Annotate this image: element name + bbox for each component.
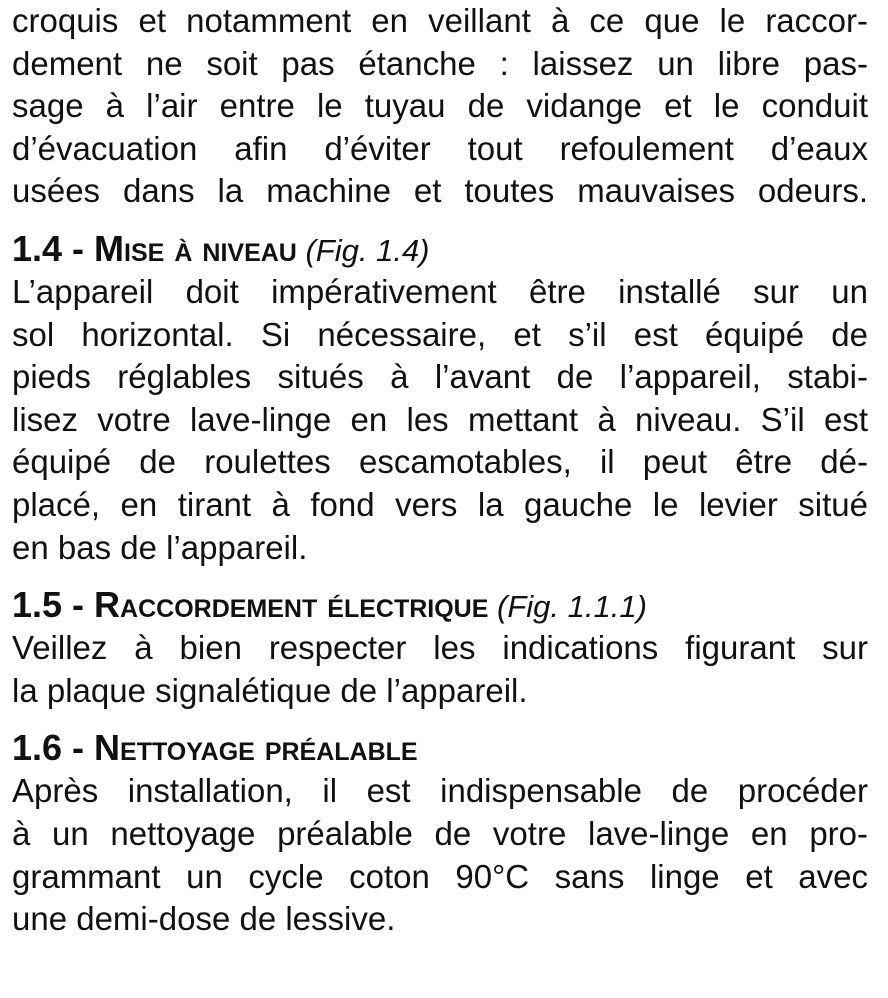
paragraph-line: en bas de l’appareil. <box>12 528 308 566</box>
intro-line: sage à l’air entre le tuyau de vidange et le conduit <box>12 87 868 125</box>
intro-paragraph <box>12 0 868 213</box>
section-heading <box>12 726 868 770</box>
figure-reference: (Fig. 1.4) <box>296 232 430 268</box>
section-heading <box>12 583 868 627</box>
paragraph-line: lisez votre lave-linge en les mettant à niveau. S’il est <box>12 400 868 438</box>
paragraph-line: pieds réglables situés à l’avant de l’appareil, stabi- <box>12 358 868 396</box>
paragraph-line: L’appareil doit impérativement être installé sur un <box>12 272 868 310</box>
paragraph-line: équipé de roulettes escamotables, il peut être dé- <box>12 443 868 481</box>
intro-line: usées dans la machine et toutes mauvaises odeurs. <box>12 172 868 210</box>
paragraph-line: une demi-dose de lessive. <box>12 900 396 938</box>
section-nettoyage-prealable <box>12 726 868 940</box>
section-number: 1.6 - <box>12 727 95 769</box>
document-page <box>12 0 868 941</box>
paragraph-line: la plaque signalétique de l’appareil. <box>12 671 528 709</box>
section-number: 1.5 - <box>12 584 95 626</box>
section-number: 1.4 - <box>12 227 95 269</box>
paragraph-line: Veillez à bien respecter les indications figurant sur <box>12 629 868 667</box>
paragraph-line: grammant un cycle coton 90°C sans linge et avec <box>12 857 868 895</box>
paragraph-line: sol horizontal. Si nécessaire, et s’il est équipé de <box>12 315 868 353</box>
intro-line: dement ne soit pas étanche : laissez un libre pas- <box>12 44 868 82</box>
paragraph-line: Après installation, il est indispensable de procéder <box>12 772 868 810</box>
section-heading <box>12 227 868 271</box>
section-title: Nettoyage préalable <box>94 727 418 769</box>
figure-reference: (Fig. 1.1.1) <box>488 589 647 625</box>
intro-line: croquis et notamment en veillant à ce que le raccor- <box>12 2 868 39</box>
intro-line: d’évacuation afin d’éviter tout refoulement d’eaux <box>12 129 868 167</box>
paragraph-line: à un nettoyage préalable de votre lave-linge en pro- <box>12 814 868 852</box>
section-raccordement-electrique <box>12 583 868 712</box>
paragraph-line: placé, en tirant à fond vers la gauche le levier situé <box>12 485 868 523</box>
section-title: Raccordement électrique <box>94 584 489 626</box>
section-title: Mise à niveau <box>94 227 297 269</box>
section-mise-a-niveau <box>12 227 868 569</box>
